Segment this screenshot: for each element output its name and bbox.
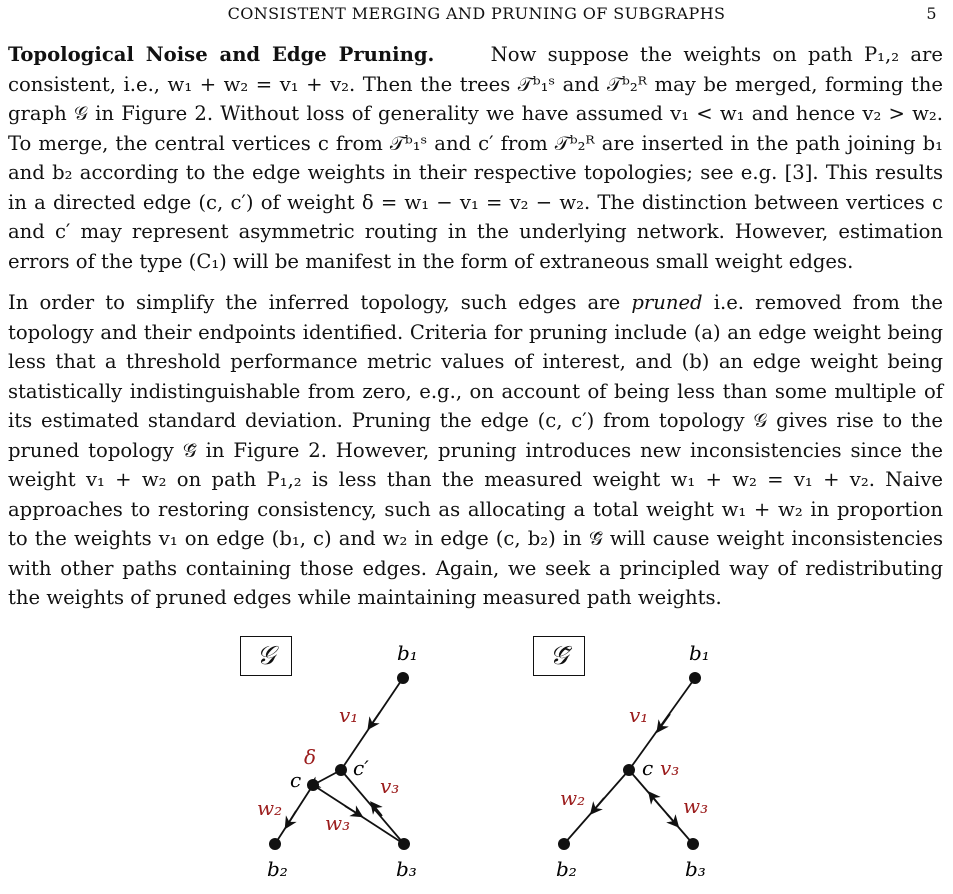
- node-c-prime: [335, 764, 347, 776]
- node-label-c: c: [642, 756, 654, 780]
- body-text: [8, 40, 943, 625]
- graph-g-label-box: 𝒢: [240, 636, 292, 676]
- node-label-b2: b₂: [267, 857, 288, 881]
- figure-graphs: [0, 625, 953, 890]
- node-label-b3: b₃: [685, 857, 706, 881]
- edge-label-v3: v₃: [380, 774, 400, 798]
- edge-label-delta: δ: [304, 745, 317, 769]
- paragraph-text-start: In order to simplify the inferred topology, such edges are: [8, 291, 632, 314]
- edge-arrow-v1: [371, 712, 380, 725]
- node-label-b1: b₁: [689, 641, 710, 665]
- node-label-c: c: [290, 768, 302, 792]
- edge-label-w3: w₃: [683, 794, 709, 818]
- node-c: [307, 779, 319, 791]
- graph-g: [257, 641, 418, 881]
- running-title: CONSISTENT MERGING AND PRUNING OF SUBGRAPHS: [227, 4, 726, 23]
- node-label-b3: b₃: [396, 857, 417, 881]
- node-b3: [687, 838, 699, 850]
- edge-arrow-v1: [660, 714, 670, 728]
- edge-label-w2: w₂: [560, 786, 586, 810]
- edge-label-w3: w₃: [325, 811, 351, 835]
- node-c: [623, 764, 635, 776]
- node-b1: [397, 672, 409, 684]
- edge-arrow-w2: [288, 811, 296, 824]
- paragraph-pruning: [8, 288, 943, 613]
- figure-2: [0, 625, 953, 890]
- node-b2: [558, 838, 570, 850]
- edge-label-v1: v₁: [629, 703, 649, 727]
- edge-arrow-v3: [652, 796, 660, 806]
- graph-g-tilde: [556, 641, 710, 881]
- graph-g-tilde-label-box: 𝒢̃: [533, 636, 585, 676]
- node-b2: [269, 838, 281, 850]
- emphasis-pruned: pruned: [631, 291, 703, 314]
- paragraph-text-end: i.e. removed from the topology and their endpoints identified. Criteria for pruning include (a) an edge weight being less that a threshold performance metric values of interest, and (b) an edge weight being statistically indistinguishable from zero, e.g., on account of being less than some multiple of its estimated standard deviation. Pruning the edge (c, c′) from topology 𝒢 gives rise to the pruned topology 𝒢̃ in Figure 2. However, pruning introduces new inconsistencies since the weight v₁ + w₂ on path P₁,₂ is less than the measured weight w₁ + w₂ = v₁ + v₂. Naive approaches to restoring consistency, such as allocating a total weight w₁ + w₂ in proportion to the weights v₁ on edge (b₁, c) and w₂ in edge (c, b₂) in 𝒢̃ will cause weight inconsistencies with other paths containing those edges. Again, we seek a principled way of redistributing the weights of pruned edges while maintaining measured path weights.: [8, 291, 943, 609]
- edge-arrow-w2: [594, 798, 604, 810]
- node-b3: [398, 838, 410, 850]
- edge-label-v3: v₃: [660, 756, 680, 780]
- edge-arrow-w3: [667, 814, 675, 823]
- paragraph-text: Now suppose the weights on path P₁,₂ are consistent, i.e., w₁ + w₂ = v₁ + v₂. Then the trees 𝒯ᵇ₁ˢ and 𝒯ᵇ₂ᴿ may be merged, forming the graph 𝒢 in Figure 2. Without loss of generality we have assumed v₁ < w₁ and hence v₂ > w₂. To merge, the central vertices c from 𝒯ᵇ₁ˢ and c′ from 𝒯ᵇ₂ᴿ are inserted in the path joining b₁ and b₂ according to the edge weights in their respective topologies; see e.g. [3]. This results in a directed edge (c, c′) of weight δ = w₁ − v₁ = v₂ − w₂. The distinction between vertices c and c′ may represent asymmetric routing in the underlying network. However, estimation errors of the type (C₁) will be manifest in the form of extraneous small weight edges.: [8, 43, 943, 273]
- node-label-b2: b₂: [556, 857, 577, 881]
- edge-label-w2: w₂: [257, 796, 283, 820]
- paragraph-topological-noise: [8, 40, 943, 276]
- page-number: 5: [926, 4, 937, 23]
- paragraph-heading: Topological Noise and Edge Pruning.: [8, 43, 435, 66]
- node-b1: [689, 672, 701, 684]
- node-label-b1: b₁: [397, 641, 418, 665]
- running-header: [8, 4, 945, 28]
- node-label-c-prime: c′: [353, 756, 369, 780]
- edge-label-v1: v₁: [339, 703, 359, 727]
